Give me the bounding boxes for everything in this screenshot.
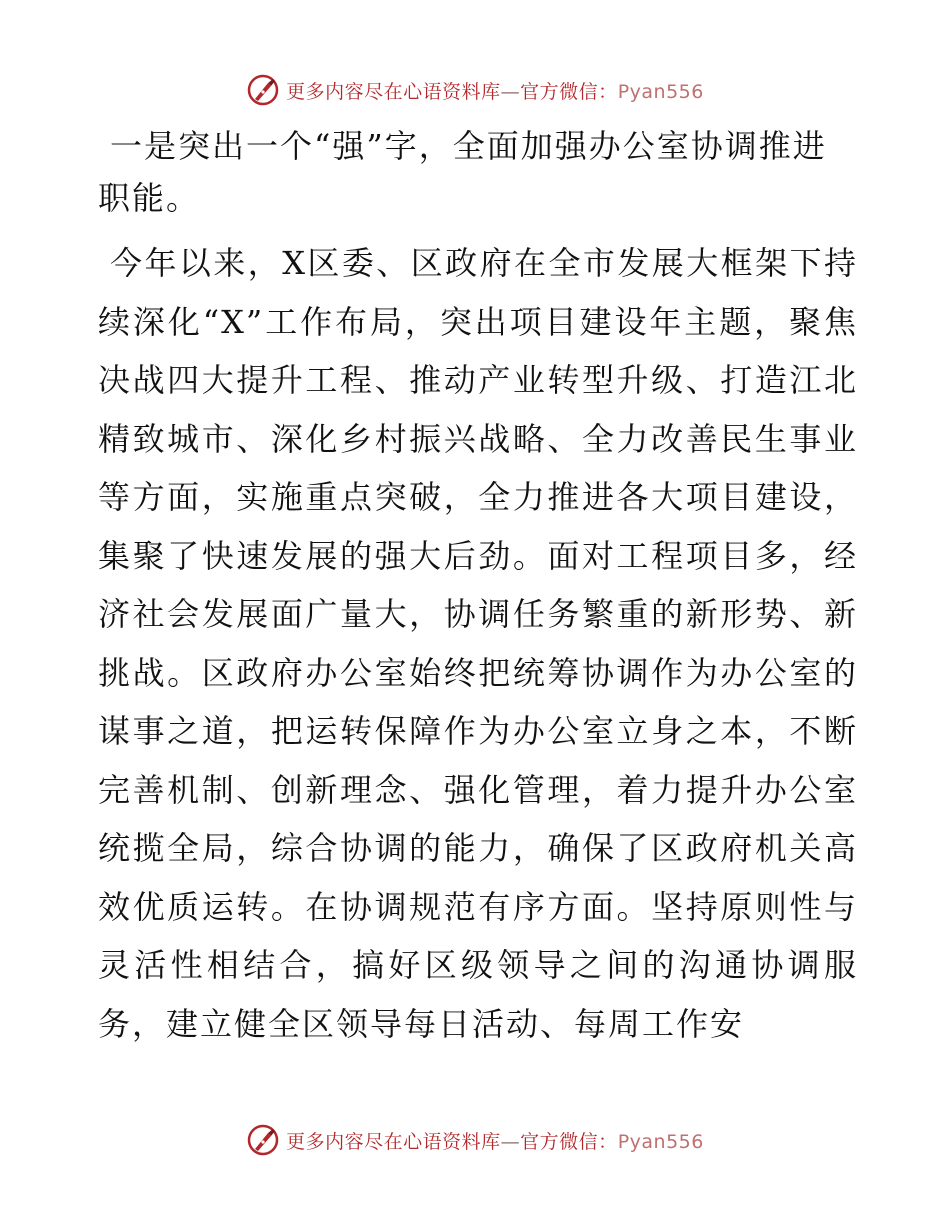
footer-banner [0,1120,950,1160]
banner-text: 更多内容尽在心语资料库—官方微信：Pyan556 [286,80,704,103]
pen-nib-logo-icon [246,73,280,107]
body-paragraph: 今年以来，X区委、区政府在全市发展大框架下持续深化“X”工作布局，突出项目建设年主题，聚焦决战四大提升工程、推动产业转型升级、打造江北精致城市、深化乡村振兴战略、全力改善民生事业等方面，实施重点突破，全力推进各大项目建设，集聚了快速发展的强大后劲。面对工程项目多，经济社会发展面广量大，协调任务繁重的新形势、新挑战。区政府办公室始终把统筹协调作为办公室的谋事之道，把运转保障作为办公室立身之本，不断完善机制、创新理念、强化管理，着力提升办公室统揽全局，综合协调的能力，确保了区政府机关高效优质运转。在协调规范有序方面。坚持原则性与灵活性相结合，搞好区级领导之间的沟通协调服务，建立健全区领导每日活动、每周工作安 [98,244,858,1043]
header-banner [0,70,950,110]
banner-text: 更多内容尽在心语资料库—官方微信：Pyan556 [286,1130,704,1153]
document-body [98,120,858,1053]
section-heading: 一是突出一个“强”字，全面加强办公室协调推进职能。 [98,127,827,217]
pen-nib-logo-icon [246,1123,280,1157]
